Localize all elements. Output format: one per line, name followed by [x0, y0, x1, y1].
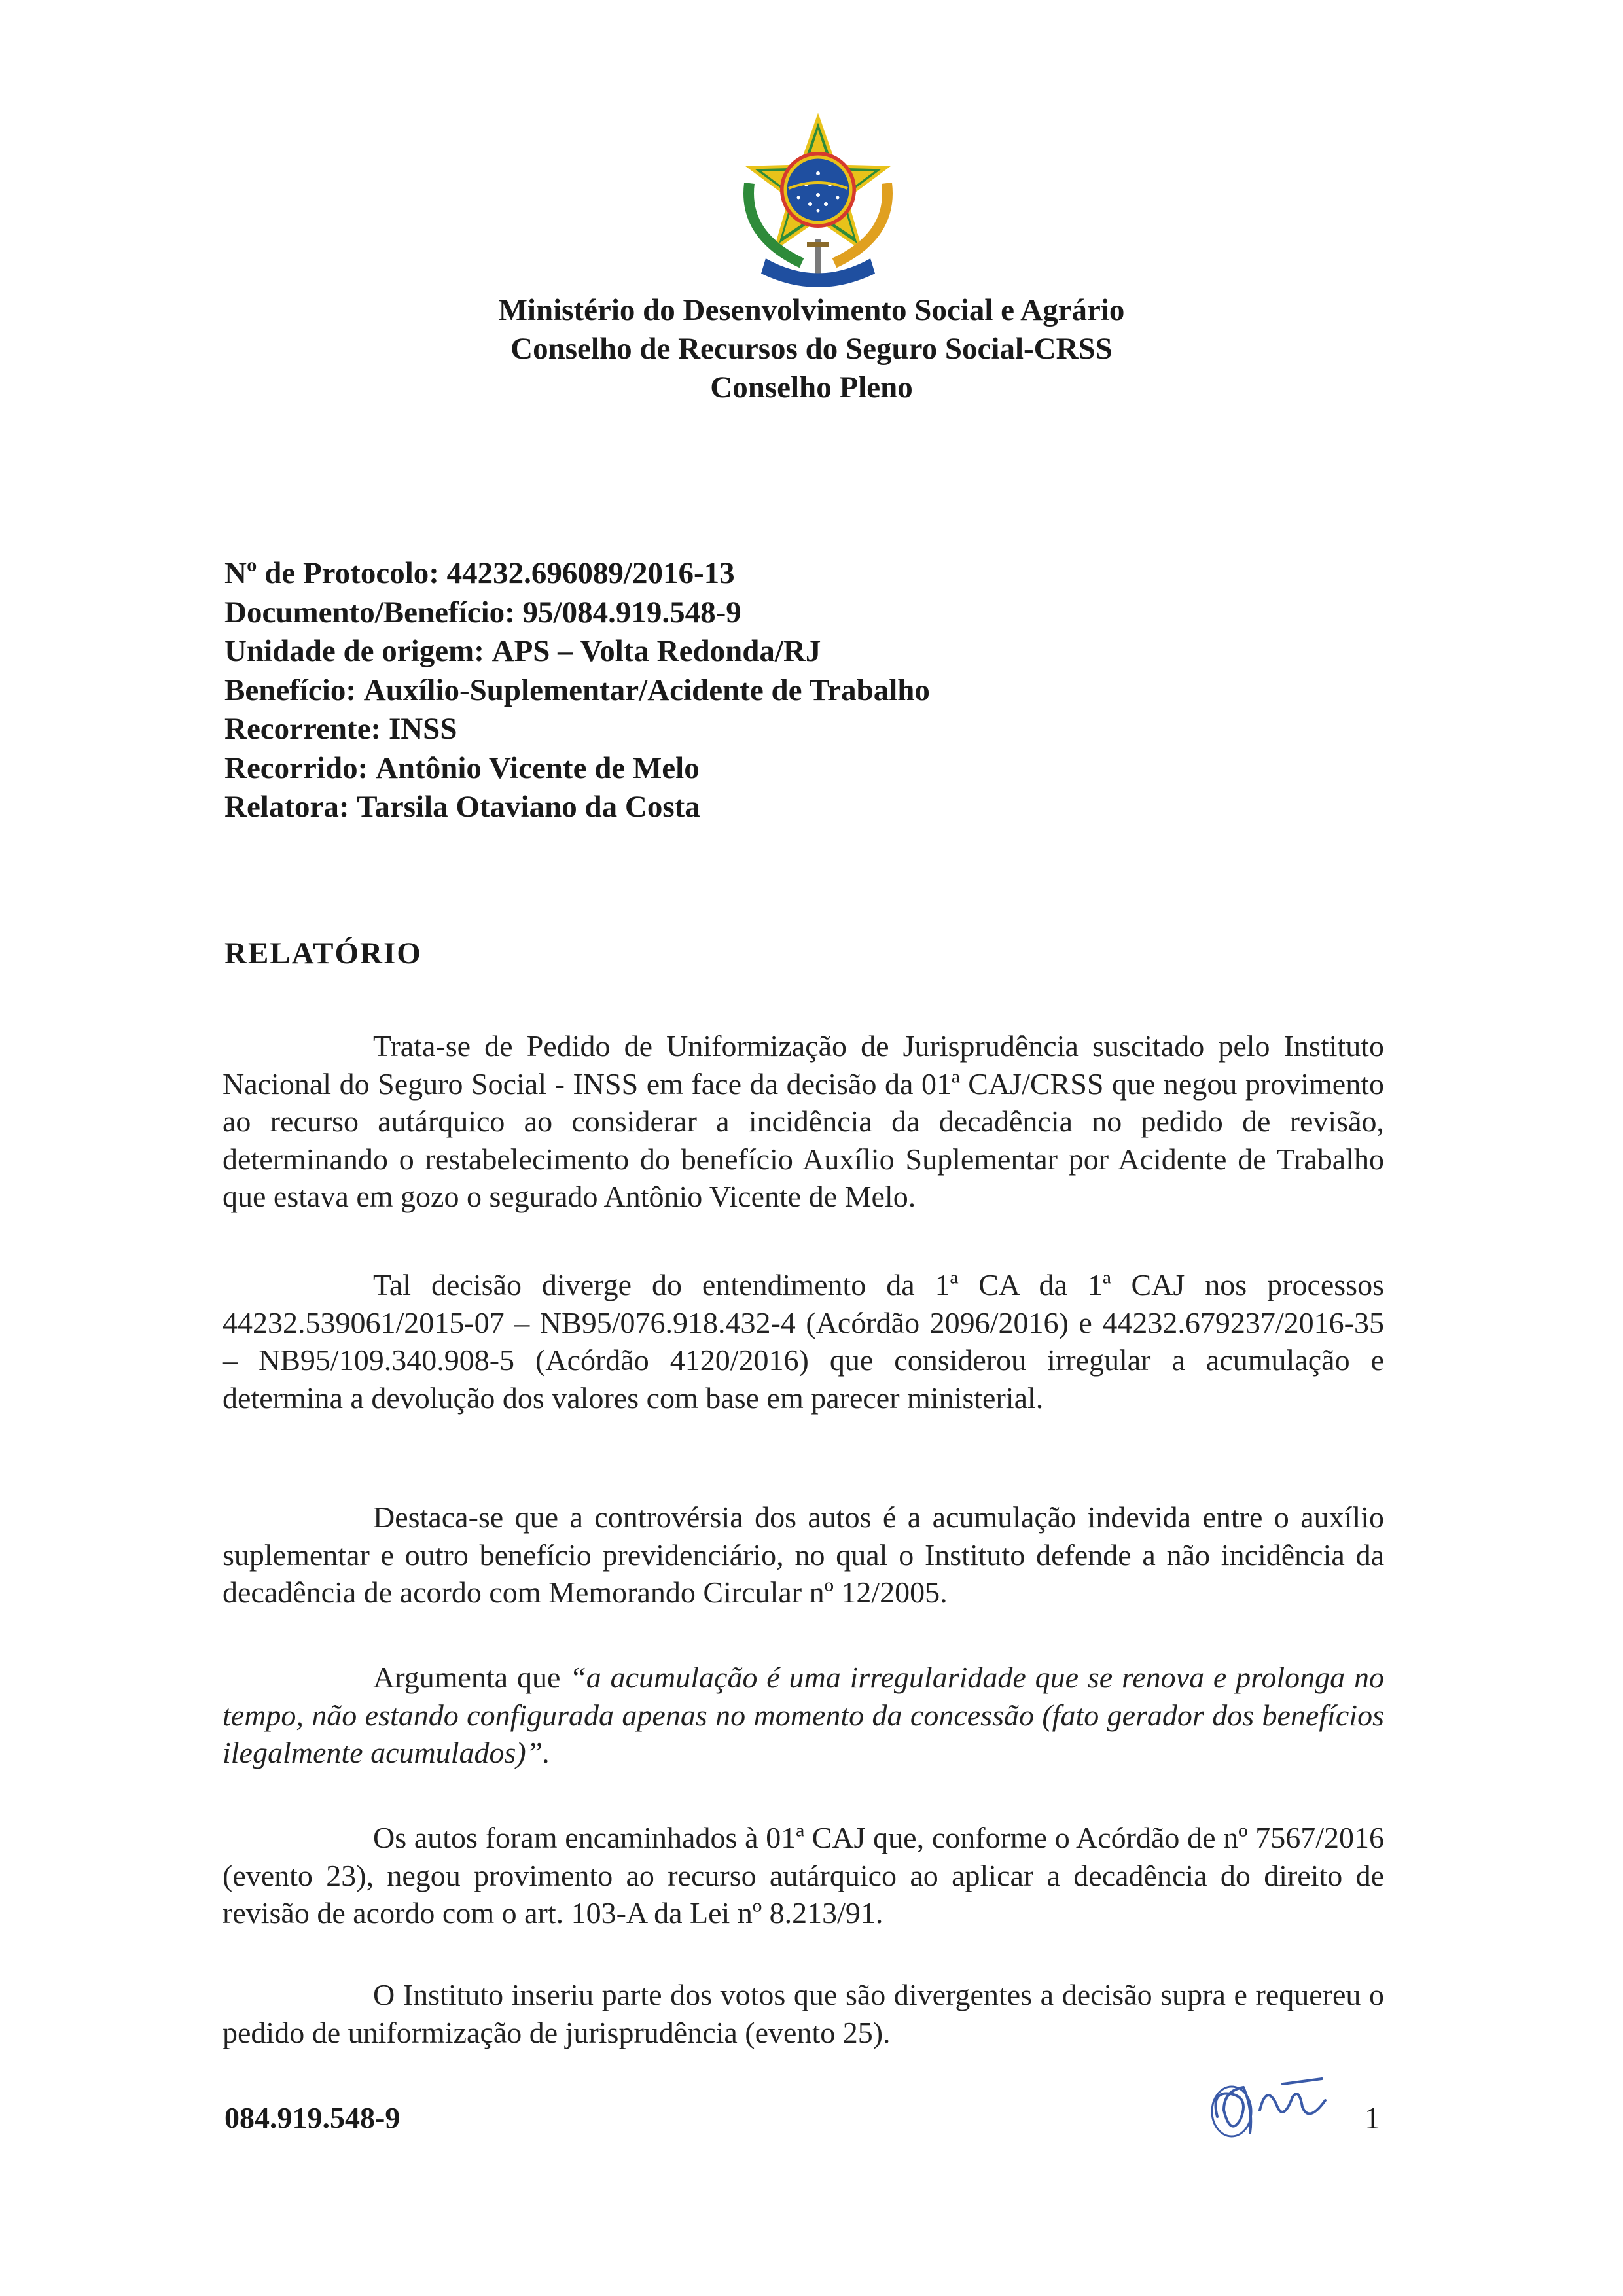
paragraph-2: Tal decisão diverge do entendimento da 1ª CA da 1ª CAJ nos processos 44232.539061/2015-07 – NB95/076.918.432-4 (Acórdão 2096/2016) e 44232.679237/2016-35 – NB95/109.340.908-5 (Acórdão 4120/2016) que considerou irregular a acumulação e determina a devolução dos valores com base em parecer ministerial. — [223, 1268, 1384, 1415]
council-name: Conselho de Recursos do Seguro Social-CRSS — [510, 332, 1113, 366]
protocolo-value: 44232.696089/2016-13 — [446, 556, 735, 590]
documento-value: 95/084.919.548-9 — [522, 595, 741, 629]
recorrente-label: Recorrente: — [224, 712, 382, 746]
unidade-row — [224, 632, 930, 671]
council-body: Conselho Pleno — [710, 370, 913, 404]
section-title: RELATÓRIO — [224, 936, 422, 970]
paragraph-3: Destaca-se que a controvérsia dos autos é a acumulação indevida entre o auxílio suplementar e outro benefício previdenciário, no qual o Instituto defende a não incidência da decadência de acordo com Memorando Circular nº 12/2005. — [223, 1500, 1384, 1609]
paragraph-4 — [223, 1659, 1384, 1772]
relatora-value: Tarsila Otaviano da Costa — [357, 790, 700, 824]
documento-row — [224, 593, 930, 633]
paragraph-5: Os autos foram encaminhados à 01ª CAJ que, conforme o Acórdão de nº 7567/2016 (evento 23), negou provimento ao recurso autárquico ao aplicar a decadência do direito de revisão de acordo com o art. 103-A da Lei nº 8.213/91. — [223, 1821, 1384, 1930]
ministry-name: Ministério do Desenvolvimento Social e Agrário — [498, 293, 1125, 327]
document-header — [0, 291, 1623, 407]
recorrido-value: Antônio Vicente de Melo — [375, 751, 700, 785]
unidade-label: Unidade de origem: — [224, 634, 484, 668]
relatora-row — [224, 788, 930, 827]
beneficio-label: Benefício: — [224, 673, 356, 707]
recorrente-row — [224, 710, 930, 749]
paragraph-4-quote: “a acumulação é uma irregularidade que se renova e prolonga no tempo, não estando configurada apenas no momento da concessão (fato gerador dos benefícios ilegalmente acumulados)”. — [223, 1661, 1384, 1769]
relatora-label: Relatora: — [224, 790, 349, 824]
beneficio-row — [224, 671, 930, 711]
footer-reference: 084.919.548-9 — [224, 2101, 401, 2134]
beneficio-value: Auxílio-Suplementar/Acidente de Trabalho — [363, 673, 930, 707]
case-metadata — [224, 554, 930, 827]
paragraph-4-lead: Argumenta que — [373, 1661, 570, 1694]
protocolo-label: Nº de Protocolo: — [224, 556, 439, 590]
recorrido-row — [224, 749, 930, 788]
recorrente-value: INSS — [388, 712, 457, 746]
protocolo-row — [224, 554, 930, 593]
signature-initials — [1204, 2071, 1335, 2149]
coat-of-arms-emblem — [730, 111, 906, 288]
unidade-value: APS – Volta Redonda/RJ — [491, 634, 821, 668]
paragraph-1: Trata-se de Pedido de Uniformização de Jurisprudência suscitado pelo Instituto Nacional do Seguro Social - INSS em face da decisão da 01ª CAJ/CRSS que negou provimento ao recurso autárquico ao considerar a incidência da decadência no pedido de revisão, determinando o restabelecimento do benefício Auxílio Suplementar por Acidente de Trabalho que estava em gozo o segurado Antônio Vicente de Melo. — [223, 1029, 1384, 1213]
paragraph-6: O Instituto inseriu parte dos votos que são divergentes a decisão supra e requereu o pedido de uniformização de jurisprudência (evento 25). — [223, 1978, 1384, 2049]
page-number: 1 — [1364, 2101, 1380, 2136]
documento-label: Documento/Benefício: — [224, 595, 515, 629]
recorrido-label: Recorrido: — [224, 751, 368, 785]
